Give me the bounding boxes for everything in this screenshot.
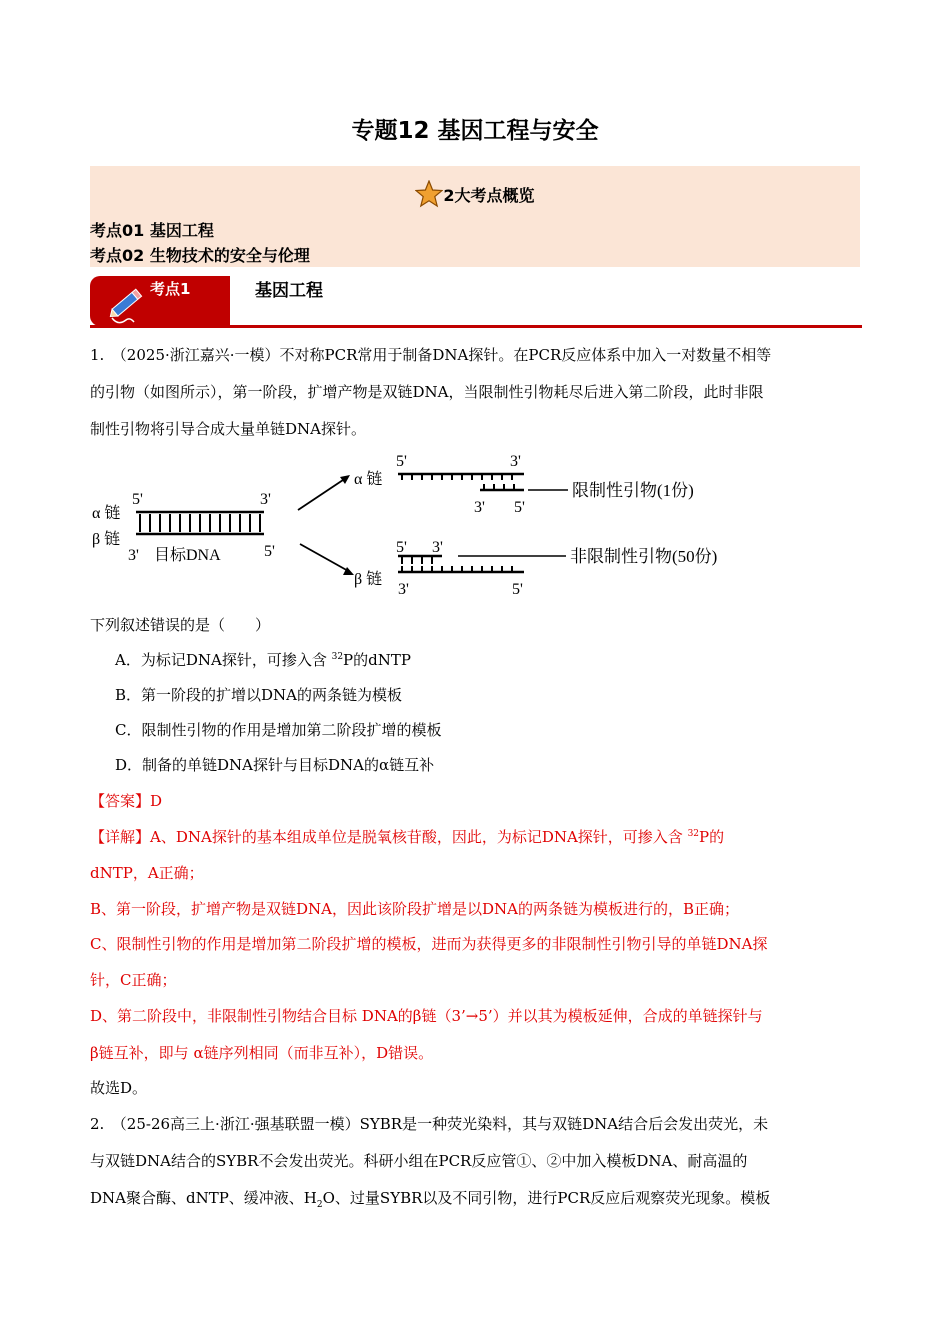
q1-explanation-1: 【详解】A、DNA探针的基本组成单位是脱氧核苷酸，因此，为标记DNA探针，可掺入含 $^{32}$P的 <box>90 828 725 846</box>
overview-point-1: 考点01 基因工程 <box>90 221 214 240</box>
target-dna-label: 目标DNA <box>154 547 221 564</box>
q1-stem-line-1: 1. （2025·浙江嘉兴·一模）不对称PCR常用于制备DNA探针。在PCR反应体系中加入一对数量不相等 <box>90 346 772 364</box>
left-3prime-bottom: 3' <box>128 547 139 564</box>
q1-option-b: B．第一阶段的扩增以DNA的两条链为模板 <box>115 686 403 704</box>
q1-stem-line-2: 的引物（如图所示），第一阶段，扩增产物是双链DNA，当限制性引物耗尽后进入第二阶段，此时非限 <box>90 383 764 401</box>
primer1-3prime: 3' <box>474 499 485 516</box>
br-3prime-bottom: 3' <box>398 581 409 598</box>
arrow-up <box>298 475 350 510</box>
left-3prime-top: 3' <box>260 491 271 508</box>
pcr-diagram <box>88 448 768 608</box>
section-header <box>90 276 862 328</box>
alpha-label-left: α 链 <box>92 505 121 522</box>
q1-option-d: D．制备的单链DNA探针与目标DNA的α链互补 <box>115 756 435 774</box>
q1-explanation-6: D、第二阶段中，非限制性引物结合目标 DNA的β链（3’→5’）并以其为模板延伸，合成的单链探针与 <box>90 1007 763 1025</box>
q2-line-2: 与双链DNA结合的SYBR不会发出荧光。科研小组在PCR反应管①、②中加入模板DNA、耐高温的 <box>90 1152 748 1170</box>
br-3prime: 3' <box>432 539 443 556</box>
q1-option-a: A．为标记DNA探针，可掺入含 $^{32}$P的dNTP <box>115 651 411 669</box>
page-title: 专题12 基因工程与安全 <box>351 118 599 144</box>
q1-answer: 【答案】D <box>90 792 163 810</box>
section-tab <box>90 276 230 326</box>
section-tab-label: 考点1 <box>150 280 191 298</box>
limiting-primer-label: 限制性引物(1份) <box>572 481 694 500</box>
arrow-down <box>300 544 354 575</box>
q1-option-c: C．限制性引物的作用是增加第二阶段扩增的模板 <box>115 721 442 739</box>
overview-box <box>90 166 860 267</box>
q2-line-1: 2. （25-26高三上·浙江·强基联盟一模）SYBR是一种荧光染料，其与双链DNA结合后会发出荧光，未 <box>90 1115 769 1133</box>
q2-line-3: DNA聚合酶、dNTP、缓冲液、$H_2O$、过量SYBR以及不同引物，进行PCR反应后观察荧光现象。模板 <box>90 1189 771 1210</box>
star-icon <box>415 180 443 208</box>
q1-conclusion: 故选D。 <box>90 1079 148 1097</box>
q1-explanation-7: β链互补，即与 α链序列相同（而非互补），D错误。 <box>90 1044 434 1062</box>
pencil-icon <box>104 282 148 326</box>
target-dna-strands <box>136 512 264 534</box>
tr-3prime: 3' <box>510 453 521 470</box>
beta-label-right: β 链 <box>354 571 383 588</box>
beta-label-left: β 链 <box>92 531 121 548</box>
primer1-5prime: 5' <box>514 499 525 516</box>
q1-explanation-3: B、第一阶段，扩增产物是双链DNA，因此该阶段扩增是以DNA的两条链为模板进行的，B正确； <box>90 900 740 918</box>
alpha-label-right: α 链 <box>354 471 383 488</box>
left-5prime-top: 5' <box>132 491 143 508</box>
br-5prime-bottom: 5' <box>512 581 523 598</box>
tr-5prime: 5' <box>396 453 407 470</box>
br-5prime: 5' <box>396 539 407 556</box>
q1-stem-line-3: 制性引物将引导合成大量单链DNA探针。 <box>90 420 366 438</box>
overview-heading <box>90 180 860 208</box>
left-5prime-bottom: 5' <box>264 543 275 560</box>
nonlimiting-primer-label: 非限制性引物(50份) <box>570 547 718 566</box>
q1-explanation-5: 针，C正确； <box>90 971 177 989</box>
section-title: 基因工程 <box>255 281 323 301</box>
section-rule <box>90 325 862 328</box>
q1-explanation-4: C、限制性引物的作用是增加第二阶段扩增的模板，进而为获得更多的非限制性引物引导的单链DNA探 <box>90 935 768 953</box>
q1-explanation-2: dNTP，A正确； <box>90 864 204 882</box>
overview-point-2: 考点02 生物技术的安全与伦理 <box>90 246 310 265</box>
overview-heading-text: 2大考点概览 <box>443 186 535 205</box>
q1-prompt: 下列叙述错误的是（ ） <box>90 616 271 634</box>
